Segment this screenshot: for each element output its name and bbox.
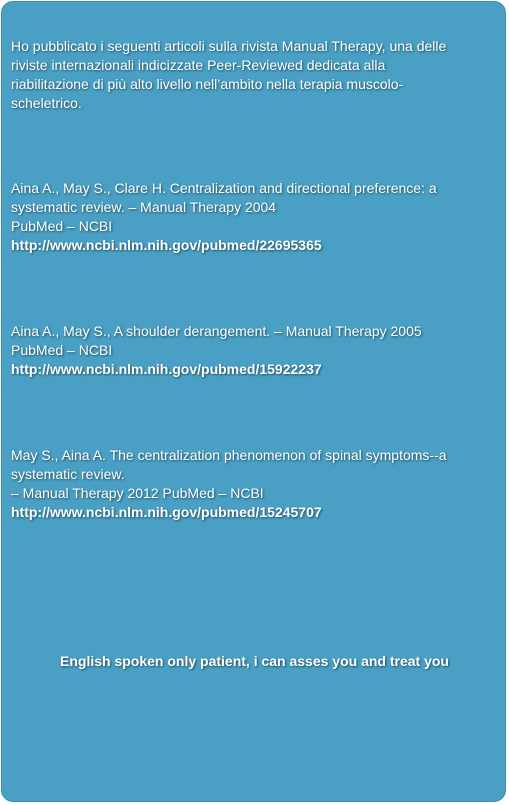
english-patients-note: English spoken only patient, i can asses you and treat you xyxy=(60,653,449,669)
citation-source: – Manual Therapy 2012 PubMed – NCBI xyxy=(11,485,264,501)
article-citation-3 xyxy=(11,446,496,522)
citation-source: PubMed – NCBI xyxy=(11,342,113,358)
pubmed-link-2[interactable]: http://www.ncbi.nlm.nih.gov/pubmed/15922237 xyxy=(11,361,322,377)
citation-line: Aina A., May S., A shoulder derangement. – Manual Therapy 2005 xyxy=(11,323,422,339)
intro-line: Ho pubblicato i seguenti articoli sulla rivista Manual Therapy, una delle xyxy=(11,38,447,54)
citation-line: May S., Aina A. The centralization phenomenon of spinal symptoms--a xyxy=(11,447,447,463)
article-citation-2 xyxy=(11,322,496,379)
content-panel xyxy=(1,1,506,802)
citation-source: PubMed – NCBI xyxy=(11,218,113,234)
citation-line: systematic review. xyxy=(11,466,125,482)
pubmed-link-3[interactable]: http://www.ncbi.nlm.nih.gov/pubmed/15245707 xyxy=(11,504,322,520)
intro-line: scheletrico. xyxy=(11,95,82,111)
intro-line: riviste internazionali indicizzate Peer-Reviewed dedicata alla xyxy=(11,57,386,73)
citation-line: Aina A., May S., Clare H. Centralization and directional preference: a xyxy=(11,180,437,196)
intro-line: riabilitazione di più alto livello nell’ambito nella terapia muscolo- xyxy=(11,76,404,92)
citation-line: systematic review. – Manual Therapy 2004 xyxy=(11,199,277,215)
article-citation-1 xyxy=(11,179,496,255)
pubmed-link-1[interactable]: http://www.ncbi.nlm.nih.gov/pubmed/22695365 xyxy=(11,237,322,253)
intro-paragraph xyxy=(11,37,496,113)
